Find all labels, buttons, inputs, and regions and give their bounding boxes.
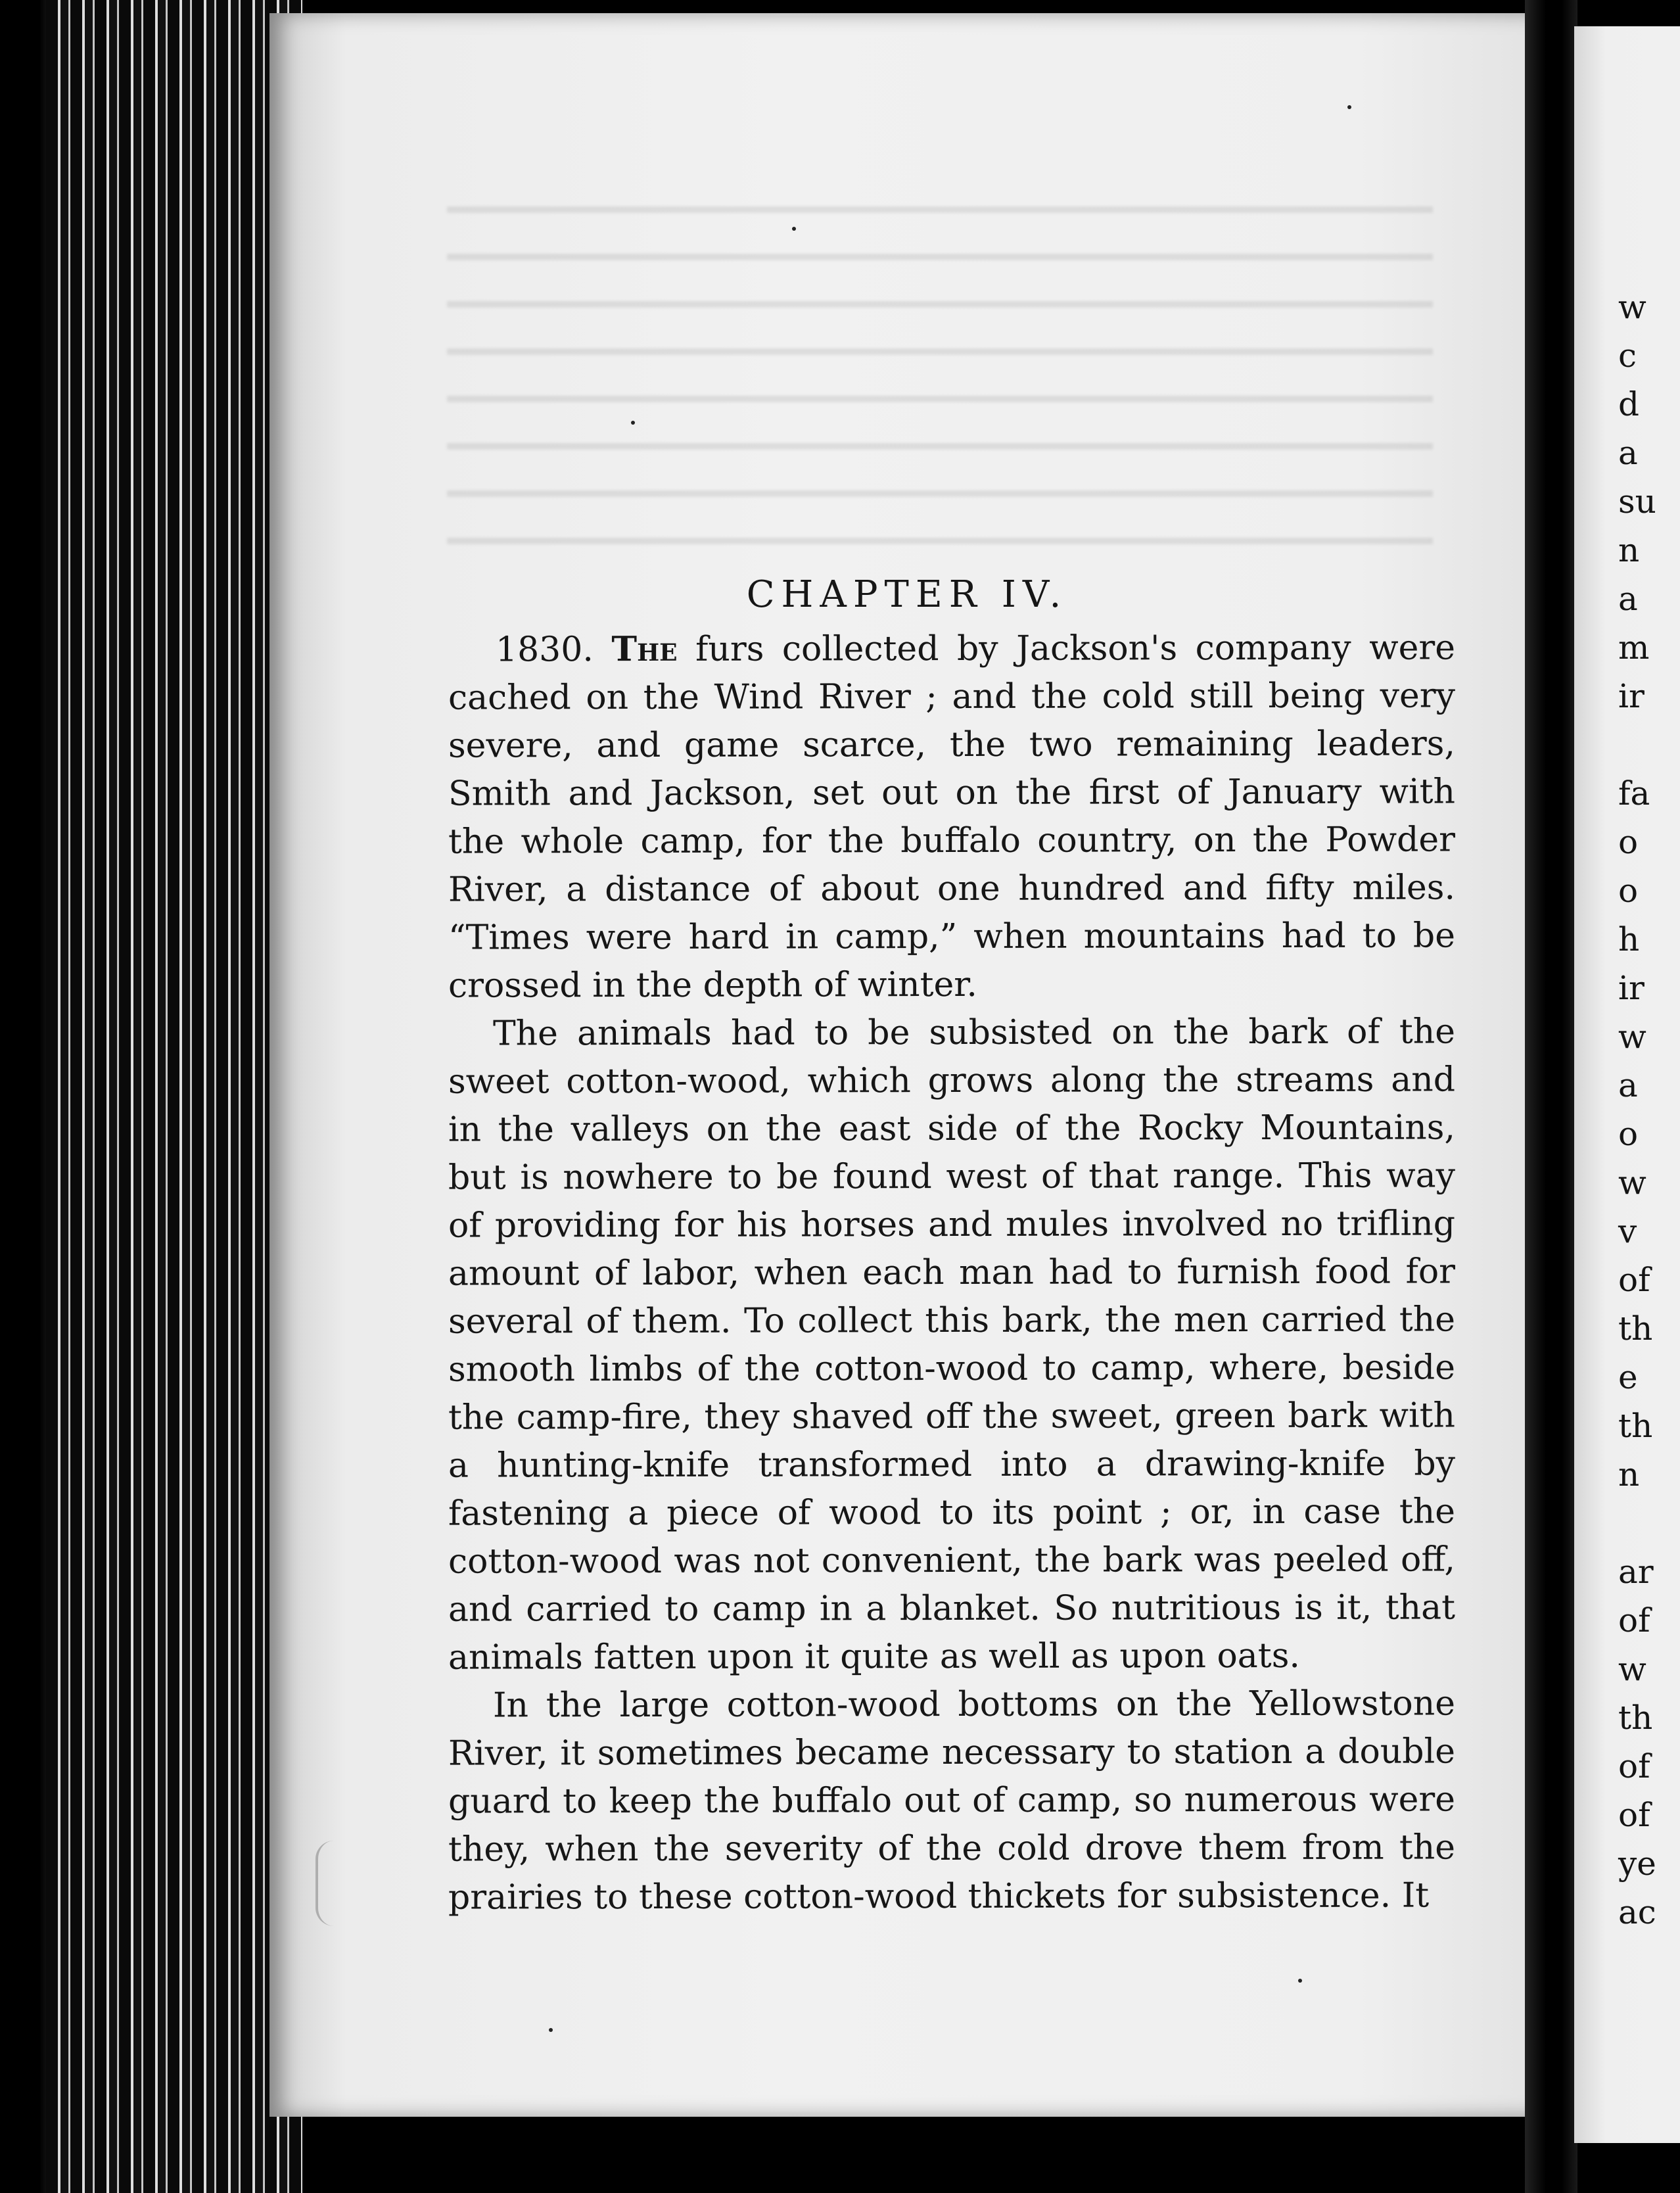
facing-page-line: e — [1618, 1358, 1638, 1396]
facing-page-line: a — [1618, 434, 1638, 472]
facing-page-line: o — [1618, 1115, 1639, 1153]
facing-page-line: of — [1618, 1796, 1650, 1834]
bleed-through-text — [447, 184, 1433, 552]
facing-page-line: v — [1618, 1212, 1637, 1250]
paragraph-1 — [448, 623, 1455, 1010]
facing-page-line — [1618, 1499, 1680, 1547]
facing-page-line: su — [1618, 483, 1656, 521]
facing-page-line: ye — [1618, 1845, 1656, 1883]
facing-page-line: d — [1618, 385, 1640, 423]
facing-page-line — [1618, 720, 1680, 769]
dust-speck — [549, 2028, 553, 2032]
dust-speck — [1298, 1979, 1302, 1983]
page-edge-smudge — [315, 1841, 334, 1926]
facing-page-line: o — [1618, 823, 1639, 861]
facing-page-line: w — [1618, 1018, 1646, 1056]
facing-page-text — [1618, 283, 1680, 1937]
facing-page-line: ac — [1618, 1893, 1656, 1931]
facing-page-line: of — [1618, 1261, 1650, 1299]
facing-page-line: ir — [1618, 969, 1645, 1007]
facing-page-line: th — [1618, 1309, 1653, 1348]
facing-page-line: n — [1618, 531, 1640, 569]
facing-page-line: h — [1618, 920, 1640, 958]
dust-speck — [792, 227, 796, 231]
facing-page-line: w — [1618, 1650, 1646, 1688]
dust-speck — [1347, 105, 1351, 109]
gutter-shadow — [1525, 0, 1577, 2193]
facing-page-line: c — [1618, 337, 1637, 375]
facing-page-line: a — [1618, 1066, 1638, 1104]
facing-page-line: th — [1618, 1407, 1653, 1445]
chapter-heading: CHAPTER IV. — [746, 573, 1068, 616]
facing-page-line: w — [1618, 1164, 1646, 1202]
paragraph-text: furs collected by Jackson's company were cached on the Wind River ; and the cold still being very severe, and game scarce, the two remaining leaders, Smith and Jackson, set out on the first of January with the whole camp, for the buffalo country, on the Powder River, a distance of about one hundred and fifty miles. “Times were hard in camp,” when mountains had to be crossed in the depth of winter. — [448, 628, 1456, 1006]
facing-page-line: ar — [1618, 1553, 1654, 1591]
paragraph-2: The animals had to be subsisted on the bark of the sweet cotton-wood, which grows along the streams and in the valleys on the east side of the Rocky Mountains, but is nowhere to be found west of that range. This way of providing for his horses and mules involved no trifling amount of labor, when each man had to furnish food for several of them. To collect this bark, the men carried the smooth limbs of the cotton-wood to camp, where, beside the camp-fire, they shaved off the sweet, green bark with a hunting-knife transformed into a drawing-knife by fastening a piece of wood to its point ; or, in case the cotton-wood was not convenient, the bark was peeled off, and carried to camp in a blanket. So nutritious is it, that animals fatten upon it quite as well as upon oats. — [448, 1012, 1455, 1678]
facing-page-line: m — [1618, 628, 1650, 667]
paragraph-year: 1830. — [496, 630, 594, 670]
facing-page-line: a — [1618, 580, 1638, 618]
facing-page-line: ir — [1618, 677, 1645, 715]
facing-page-line: w — [1618, 288, 1646, 326]
paragraph-3: In the large cotton-wood bottoms on the Yellowstone River, it sometimes became necessary to station a double guard to keep the buffalo out of camp, so numerous were they, when the severity of the cold drove them from the prairies to these cotton-wood thickets for subsistence. It — [448, 1684, 1455, 1918]
facing-page-line: of — [1618, 1601, 1650, 1639]
facing-page-line: fa — [1618, 774, 1650, 813]
facing-page-line: n — [1618, 1455, 1640, 1494]
stacked-page-edges — [46, 0, 302, 2193]
dust-speck — [631, 421, 635, 425]
chapter-body — [448, 623, 1455, 1922]
facing-page-line: of — [1618, 1747, 1650, 1785]
paragraph-lead-word: The — [611, 628, 678, 670]
facing-page-line: th — [1618, 1699, 1653, 1737]
facing-page-line: o — [1618, 872, 1639, 910]
